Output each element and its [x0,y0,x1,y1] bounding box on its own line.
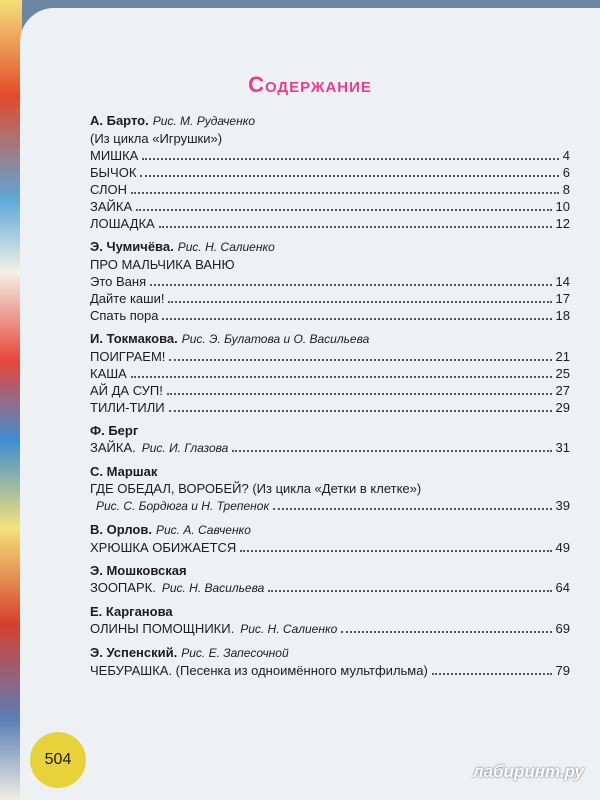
author-name: В. Орлов. [90,522,152,537]
entry-title: ЧЕБУРАШКА. (Песенка из одноимённого мультфильма) [90,663,428,678]
entry-label [90,307,158,324]
toc-section [90,562,570,597]
illustrator-credit: Рис. Е. Запесочной [181,646,289,660]
dot-leader [240,550,551,552]
author-name: Э. Мошковская [90,563,187,578]
author-name: А. Барто. [90,113,149,128]
illustrator-credit: Рис. Н. Васильева [161,581,265,595]
toc-entry[interactable] [90,579,570,597]
toc-entry[interactable] [90,662,570,679]
dot-leader [168,301,551,303]
toc-entry[interactable] [90,198,570,215]
author-line [90,463,570,480]
watermark-logo: лабиринт.ру [473,762,584,781]
entry-title: Это Ваня [90,274,147,289]
author-line [90,330,570,348]
entry-title: Спать пора [90,308,159,323]
dot-leader [136,209,551,211]
author-line [90,112,570,130]
entry-label [90,620,337,638]
toc-section [90,422,570,457]
table-of-contents [90,112,570,685]
author-name: Э. Чумичёва. [90,239,174,254]
dot-leader [131,192,559,194]
dot-leader [341,631,551,633]
toc-entry[interactable] [90,439,570,457]
dot-leader [159,226,552,228]
author-name: И. Токмакова. [90,331,178,346]
toc-section [90,521,570,556]
author-line [90,644,570,662]
author-line [90,238,570,256]
dot-leader [169,359,551,361]
dot-leader [232,450,551,452]
entry-label [90,181,127,198]
entry-page-number: 31 [555,440,570,455]
toc-entry[interactable] [90,164,570,181]
toc-entry[interactable] [90,290,570,307]
entry-page-number: 25 [555,366,570,381]
entry-page-number: 18 [555,308,570,323]
illustrator-credit: Рис. А. Савченко [155,523,251,537]
toc-entry[interactable] [90,539,570,556]
entry-title: ХРЮШКА ОБИЖАЕТСЯ [90,540,237,555]
illustrator-credit: Рис. Э. Булатова и О. Васильева [181,332,370,346]
dot-leader [169,410,552,412]
toc-entry[interactable] [90,147,570,164]
dot-leader [432,673,552,675]
dot-leader [273,508,551,510]
entry-title: СЛОН [90,182,127,197]
author-line [90,521,570,539]
entry-label [90,382,163,399]
entry-label [90,662,428,679]
entry-page-number: 79 [555,663,570,678]
toc-section [90,603,570,638]
entry-page-number: 49 [555,540,570,555]
author-name: Е. Карганова [90,604,173,619]
toc-entry[interactable] [90,365,570,382]
page-title: Содержание [248,72,372,97]
illustrator-credit: Рис. И. Глазова [141,441,229,455]
toc-entry[interactable] [90,399,570,416]
entry-label [90,365,127,382]
author-name: Э. Успенский. [90,645,178,660]
entry-label [90,579,264,597]
toc-section [90,463,570,515]
author-line [90,422,570,439]
illustrator-credit: Рис. Н. Салиенко [177,240,275,254]
entry-page-number: 6 [562,165,570,180]
entry-title: КАША [90,366,127,381]
entry-page-number: 27 [555,383,570,398]
entry-label [90,215,155,232]
entry-page-number: 69 [555,621,570,636]
entry-page-number: 39 [555,498,570,513]
entry-page-number: 4 [562,148,570,163]
entry-label [90,290,164,307]
entry-page-number: 8 [562,182,570,197]
entry-title: ЗООПАРК. [90,580,156,595]
entry-title: ЗАЙКА [90,199,133,214]
dot-leader [167,393,552,395]
entry-title: ЗАЙКА. [90,440,136,455]
entry-page-number: 14 [555,274,570,289]
entry-title: МИШКА [90,148,139,163]
dot-leader [131,376,552,378]
entry-label [90,539,236,556]
entry-page-number: 12 [555,216,570,231]
toc-entry[interactable] [90,181,570,198]
dot-leader [140,175,558,177]
author-name: Ф. Берг [90,423,139,438]
toc-entry[interactable] [90,215,570,232]
entry-page-number: 64 [555,580,570,595]
entry-page-number: 10 [555,199,570,214]
entry-title: ОЛИНЫ ПОМОЩНИКИ. [90,621,235,636]
entry-label [90,273,146,290]
illustrator-credit: Рис. Н. Салиенко [240,622,338,636]
entry-title: ТИЛИ-ТИЛИ [90,400,165,415]
entry-label [90,164,136,181]
toc-entry[interactable] [90,307,570,324]
page-number-badge: 504 [30,732,86,788]
work-title: ГДЕ ОБЕДАЛ, ВОРОБЕЙ? (Из цикла «Детки в клетке») [90,481,422,496]
toc-section [90,112,570,232]
work-title: ПРО МАЛЬЧИКА ВАНЮ [90,257,235,272]
dot-leader [162,318,551,320]
entry-label [90,439,228,457]
author-line [90,603,570,620]
toc-entry[interactable] [90,348,570,365]
entry-label [90,147,138,164]
cycle-note: (Из цикла «Игрушки») [90,131,223,146]
entry-label [90,497,269,515]
entry-label [90,348,165,365]
book-page [20,8,600,800]
author-name: С. Маршак [90,464,158,479]
dot-leader [268,590,551,592]
entry-page-number: 17 [555,291,570,306]
book-edge-illustration [0,0,22,800]
illustrator-credit: Рис. С. Бордюга и Н. Трепенок [96,499,270,513]
entry-label [90,399,165,416]
entry-page-number: 21 [555,349,570,364]
entry-title: АЙ ДА СУП! [90,383,163,398]
illustrator-credit: Рис. М. Рудаченко [152,114,256,128]
toc-entry[interactable] [90,620,570,638]
toc-section [90,238,570,324]
toc-entry[interactable] [90,382,570,399]
entry-label [90,198,132,215]
toc-section [90,330,570,416]
dot-leader [142,158,558,160]
toc-entry[interactable] [90,273,570,290]
entry-title: Дайте каши! [90,291,165,306]
entry-title: ЛОШАДКА [90,216,155,231]
toc-section [90,644,570,679]
toc-entry[interactable] [90,497,570,515]
author-line [90,562,570,579]
entry-title: ПОИГРАЕМ! [90,349,166,364]
entry-page-number: 29 [555,400,570,415]
entry-title: БЫЧОК [90,165,137,180]
dot-leader [150,284,551,286]
